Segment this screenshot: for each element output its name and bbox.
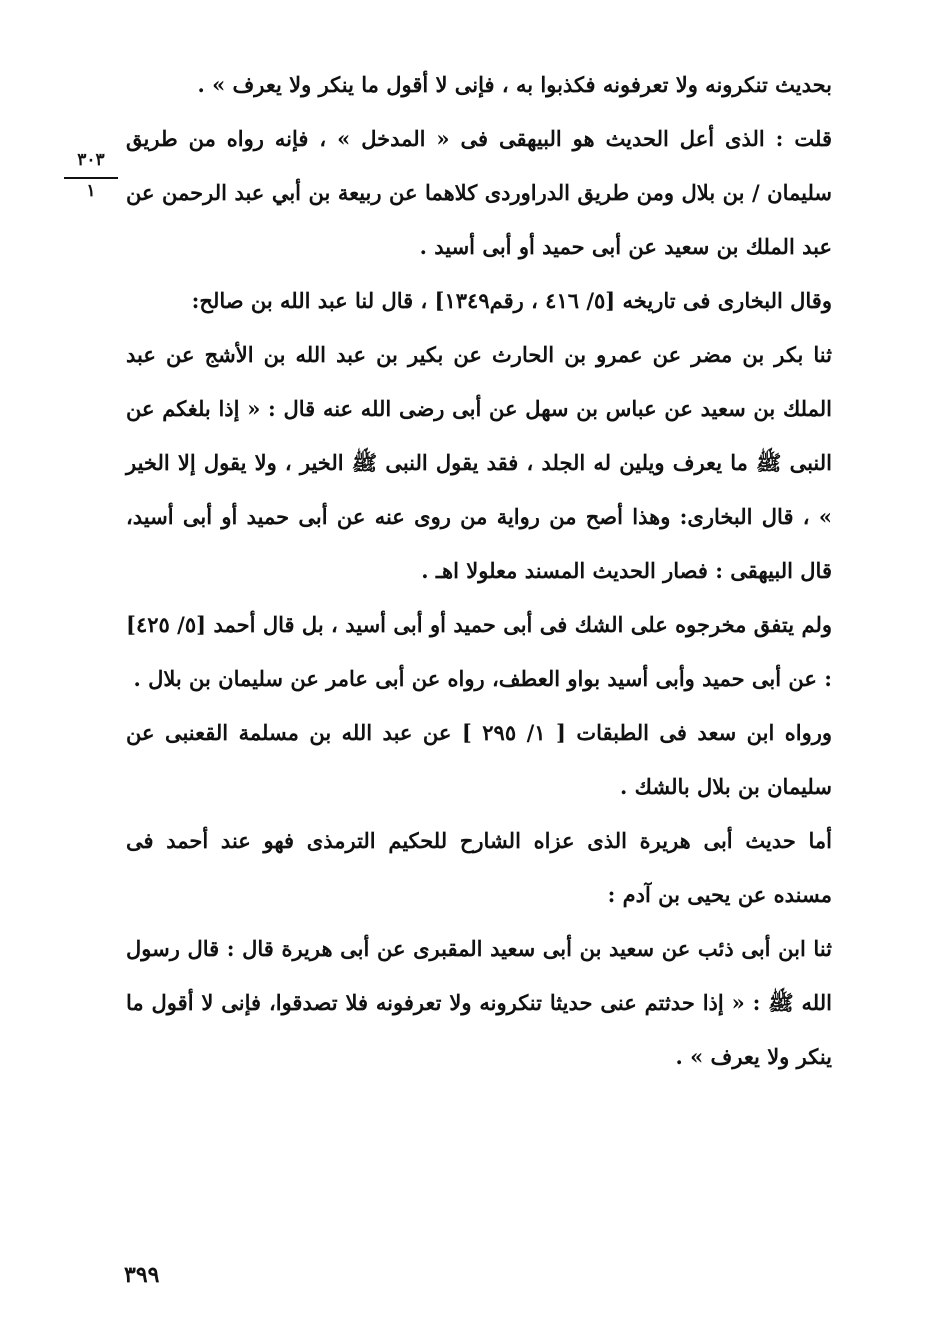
paragraph-3: وقال البخارى فى تاريخه [٥/ ٤١٦ ، رقم١٣٤٩] ، قال لنا عبد الله بن صالح: <box>191 288 832 313</box>
paragraph-5: ولم يتفق مخرجوه على الشك فى أبى حميد أو أبى أسيد ، بل قال أحمد [٥/ ٤٢٥] : عن أبى حميد وأبى أسيد بواو العطف، رواه عن أبى عامر عن سليمان بن بلال . <box>126 612 832 691</box>
marker-page-number: ٣٠٣ <box>77 150 105 170</box>
main-text <box>126 58 832 1084</box>
volume-page-marker <box>58 145 124 215</box>
marker-volume-number: ١ <box>86 181 96 201</box>
page-number: ٣٩٩ <box>124 1262 160 1288</box>
paragraph-6: ورواه ابن سعد فى الطبقات [ ١/ ٢٩٥ ] عن عبد الله بن مسلمة القعنبى عن سليمان بن بلال بالشك . <box>126 720 833 799</box>
paragraph-8: ثنا ابن أبى ذئب عن سعيد بن أبى سعيد المقبرى عن أبى هريرة قال : قال رسول الله ﷺ : « إذا حدثتم عنى حديثا تنكرونه ولا تعرفونه فلا تصدقوا، فإنى لا أقول ما ينكر ولا يعرف » . <box>126 936 832 1069</box>
paragraph-4: ثنا بكر بن مضر عن عمرو بن الحارث عن بكير بن عبد الله بن الأشج عن عبد الملك بن سعيد عن عباس بن سهل عن أبى رضى الله عنه قال : « إذا بلغكم عن النبى ﷺ ما يعرف ويلين له الجلد ، فقد يقول النبى ﷺ الخير ، ولا يقول إلا الخير » ، قال البخارى: وهذا أصح من رواية من روى عنه عن أبى حميد أو أبى أسيد، قال البيهقى : فصار الحديث المسند معلولا اهـ . <box>126 342 832 583</box>
paragraph-1: بحديث تنكرونه ولا تعرفونه فكذبوا به ، فإنى لا أقول ما ينكر ولا يعرف » . <box>197 72 832 97</box>
paragraph-2: قلت : الذى أعل الحديث هو البيهقى فى « المدخل » ، فإنه رواه من طريق سليمان / بن بلال ومن طريق الدراوردى كلاهما عن ربيعة بن أبي عبد الرحمن عن عبد الملك بن سعيد عن أبى حميد أو أبى أسيد . <box>126 126 832 259</box>
paragraph-7: أما حديث أبى هريرة الذى عزاه الشارح للحكيم الترمذى فهو عند أحمد فى مسنده عن يحيى بن آدم : <box>126 828 832 907</box>
